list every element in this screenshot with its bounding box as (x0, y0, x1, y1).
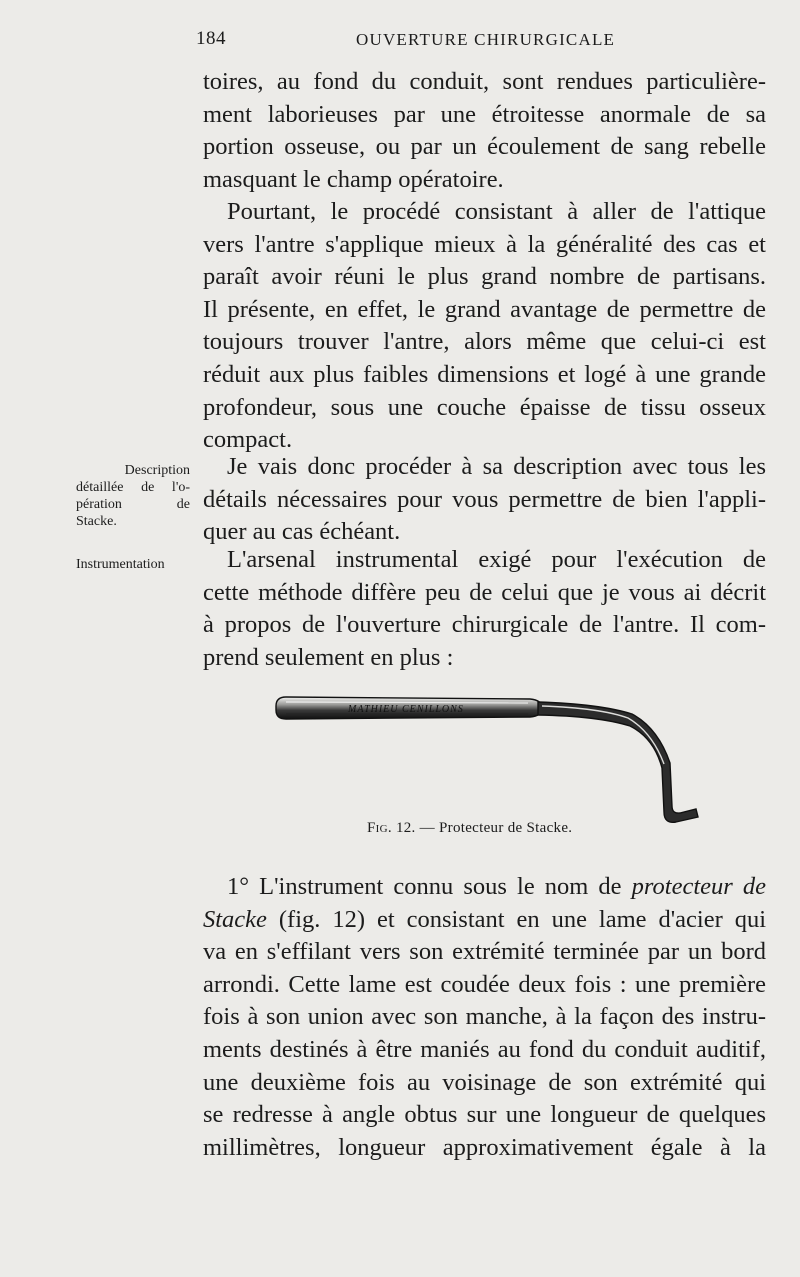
text-line: prend seulement en plus : (203, 643, 454, 671)
italic-term: Stacke (203, 905, 267, 933)
figure-label: Fig. 12. (367, 820, 416, 836)
text-line: vers l'antre s'applique mieux à la généralité des cas et (203, 230, 766, 258)
text-line: fois à son union avec son manche, à la façon des instru- (203, 1003, 766, 1031)
engraving-text: MATHIEU CENILLONS (348, 704, 464, 715)
margin-note-instrumentation (76, 556, 190, 573)
text-line: masquant le champ opératoire. (203, 165, 504, 193)
text-line (203, 904, 766, 937)
italic-term: protecteur de (631, 873, 766, 900)
text-line: toujours trouver l'antre, alors même que celui-ci est (203, 328, 766, 356)
paragraph-1 (203, 66, 766, 196)
text-line (203, 871, 766, 904)
margin-line: Stacke. (76, 514, 117, 529)
text-line: détails nécessaires pour vous permettre de bien l'appli- (203, 485, 766, 513)
page-number: 184 (196, 28, 226, 49)
text-line: Il présente, en effet, le grand avantage de permettre de (203, 295, 766, 323)
margin-note-description (76, 462, 190, 530)
text-run: (fig. 12) et consistant en une lame d'acier qui (266, 905, 766, 933)
figure-stacke-protector (270, 688, 710, 823)
running-head (196, 28, 766, 58)
text-line: réduit aux plus faibles dimensions et logé à une grande (203, 360, 766, 388)
paragraph-3 (203, 451, 766, 549)
paragraph-5 (203, 871, 766, 1164)
text-line: ment laborieuses par une étroitesse anormale de sa (203, 100, 766, 128)
text-line: millimètres, longueur approximativement égale à la (203, 1133, 766, 1161)
text-line: profondeur, sous une couche épaisse de tissu osseux (203, 393, 766, 421)
paragraph-2 (203, 196, 766, 457)
text-line: cette méthode diffère peu de celui que je vous ai décrit (203, 578, 766, 606)
figure-caption (367, 820, 572, 837)
text-run: 1° L'instrument connu sous le nom de (227, 873, 632, 900)
paragraph-4 (203, 544, 766, 674)
figure-caption-text: — Protecteur de Stacke. (415, 820, 573, 836)
text-line: Pourtant, le procédé consistant à aller de l'attique (227, 198, 766, 225)
margin-line: pération de (76, 497, 190, 512)
text-line: va en s'effilant vers son extrémité terminée par un bord (203, 938, 766, 966)
text-line: L'arsenal instrumental exigé pour l'exécution de (227, 546, 766, 573)
text-line: ments destinés à être maniés au fond du conduit auditif, (203, 1035, 766, 1063)
text-line: à propos de l'ouverture chirurgicale de l'antre. Il com- (203, 611, 766, 639)
text-line: paraît avoir réuni le plus grand nombre de partisans. (203, 263, 766, 291)
text-line: arrondi. Cette lame est coudée deux fois : une première (203, 970, 766, 998)
running-title: OUVERTURE CHIRURGICALE (356, 30, 616, 49)
text-line: portion osseuse, ou par un écoulement de sang rebelle (203, 133, 766, 161)
text-line: se redresse à angle obtus sur une longueur de quelques (203, 1101, 766, 1129)
text-line: compact. (203, 426, 293, 454)
margin-line: détaillée de l'o- (76, 480, 190, 495)
text-line: une deuxième fois au voisinage de son extrémité qui (203, 1068, 766, 1096)
margin-line: Description (124, 463, 190, 478)
text-line: toires, au fond du conduit, sont rendues particulière- (203, 68, 766, 95)
text-line: quer au cas échéant. (203, 518, 401, 546)
margin-line: Instrumentation (76, 557, 165, 572)
text-line: Je vais donc procéder à sa description avec tous les (227, 453, 766, 480)
stacke-protector-illustration (270, 688, 710, 823)
